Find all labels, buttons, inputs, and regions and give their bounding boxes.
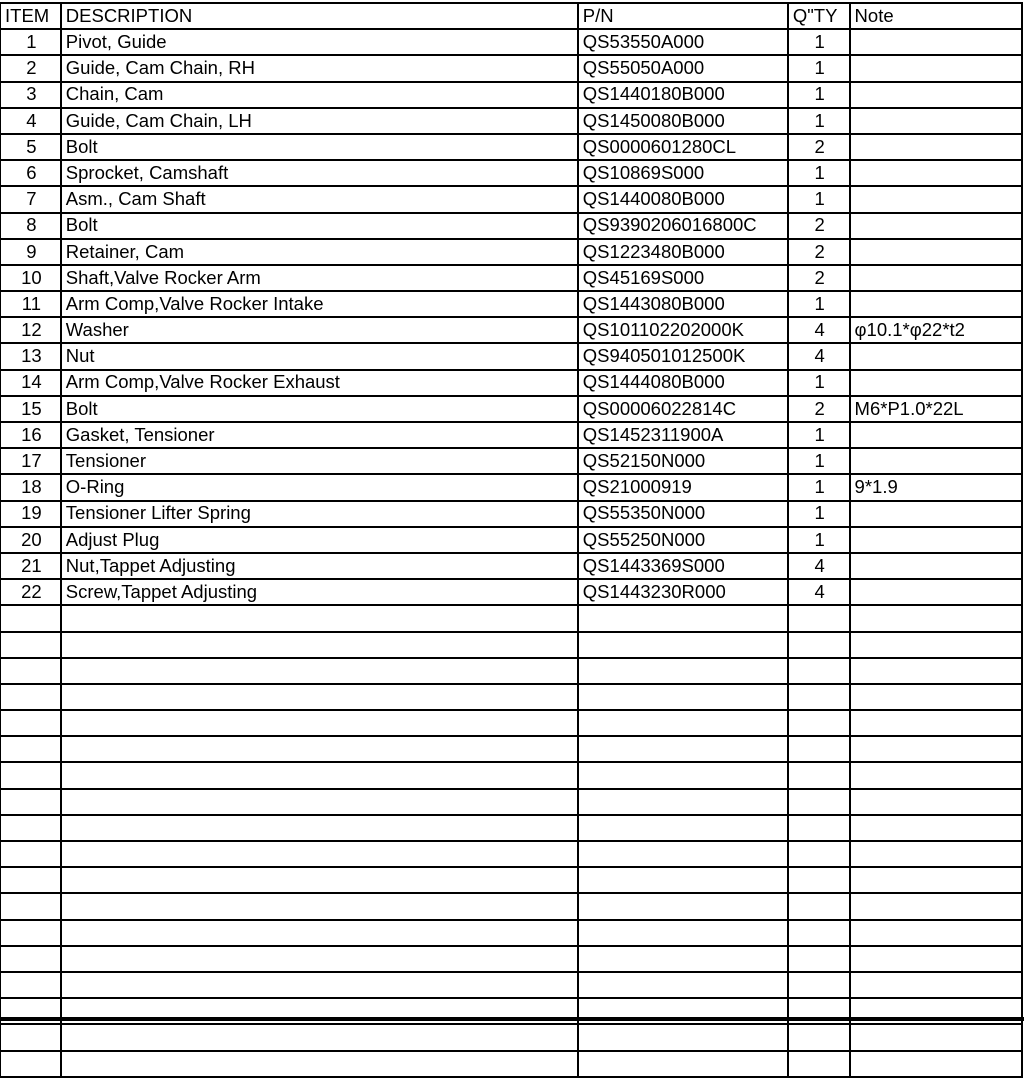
cell-qty [788,605,850,631]
cell-description [61,841,578,867]
parts-table [0,2,1023,1078]
cell-pn [578,632,788,658]
cell-description [61,972,578,998]
cell-note [850,343,1022,369]
cell-description: Retainer, Cam [61,239,578,265]
cell-item: 20 [0,527,61,553]
empty-row [0,762,1022,788]
header-row [0,3,1022,29]
column-header-item: ITEM [0,3,61,29]
cell-item [0,1024,61,1050]
cell-note: 9*1.9 [850,474,1022,500]
cell-qty [788,920,850,946]
cell-description [61,605,578,631]
cell-pn: QS1444080B000 [578,370,788,396]
cell-note [850,239,1022,265]
cell-note [850,946,1022,972]
column-header-pn: P/N [578,3,788,29]
table-row [0,343,1022,369]
cell-description: Adjust Plug [61,527,578,553]
cell-qty: 4 [788,579,850,605]
cell-item [0,946,61,972]
cell-qty [788,972,850,998]
cell-pn: QS1440080B000 [578,186,788,212]
table-row [0,108,1022,134]
column-header-note: Note [850,3,1022,29]
cell-description [61,789,578,815]
cell-item: 10 [0,265,61,291]
cell-description: Arm Comp,Valve Rocker Intake [61,291,578,317]
cell-item [0,658,61,684]
cell-qty: 1 [788,448,850,474]
cell-qty: 1 [788,422,850,448]
cell-qty: 1 [788,29,850,55]
cell-item: 16 [0,422,61,448]
empty-row [0,841,1022,867]
cell-note [850,789,1022,815]
cell-item: 7 [0,186,61,212]
cell-description: Sprocket, Camshaft [61,160,578,186]
table-row [0,160,1022,186]
cell-pn: QS1450080B000 [578,108,788,134]
cell-item: 9 [0,239,61,265]
cell-description [61,1051,578,1077]
cell-qty [788,684,850,710]
cell-pn [578,920,788,946]
cell-qty [788,789,850,815]
empty-row [0,789,1022,815]
table-row [0,239,1022,265]
cell-item: 2 [0,55,61,81]
cell-note [850,632,1022,658]
table-row [0,134,1022,160]
cell-qty [788,632,850,658]
cell-item: 18 [0,474,61,500]
cell-pn [578,605,788,631]
cell-pn: QS53550A000 [578,29,788,55]
cell-qty: 1 [788,186,850,212]
cell-description: Bolt [61,396,578,422]
column-header-qty: Q"TY [788,3,850,29]
cell-note [850,867,1022,893]
cell-item: 1 [0,29,61,55]
table-row [0,527,1022,553]
cell-note [850,29,1022,55]
cell-note [850,1051,1022,1077]
cell-pn [578,867,788,893]
cell-item: 3 [0,82,61,108]
cell-pn [578,893,788,919]
cell-qty: 2 [788,396,850,422]
cell-pn: QS1223480B000 [578,239,788,265]
cell-qty: 4 [788,317,850,343]
cell-pn [578,658,788,684]
cell-item [0,815,61,841]
table-row [0,29,1022,55]
cell-qty [788,946,850,972]
cell-description [61,658,578,684]
cell-qty: 2 [788,134,850,160]
cell-qty [788,1024,850,1050]
table-row [0,422,1022,448]
cell-qty: 1 [788,501,850,527]
cell-item: 4 [0,108,61,134]
cell-description: Bolt [61,213,578,239]
cell-pn: QS45169S000 [578,265,788,291]
empty-row [0,893,1022,919]
cell-description [61,946,578,972]
cell-note [850,736,1022,762]
empty-row [0,632,1022,658]
cell-note [850,265,1022,291]
cell-pn: QS101102202000K [578,317,788,343]
cell-pn [578,815,788,841]
cell-description: Guide, Cam Chain, RH [61,55,578,81]
cell-note [850,422,1022,448]
cell-note [850,527,1022,553]
cell-item [0,867,61,893]
cell-note [850,370,1022,396]
cell-pn [578,972,788,998]
cell-qty: 2 [788,239,850,265]
cell-note [850,213,1022,239]
table-row [0,501,1022,527]
table-row [0,553,1022,579]
cell-pn: QS1443369S000 [578,553,788,579]
cell-description: Asm., Cam Shaft [61,186,578,212]
cell-qty: 1 [788,474,850,500]
cell-item: 6 [0,160,61,186]
cell-item: 17 [0,448,61,474]
cell-note [850,1024,1022,1050]
cell-note: M6*P1.0*22L [850,396,1022,422]
empty-row [0,920,1022,946]
cell-qty [788,841,850,867]
table-row [0,82,1022,108]
footer-divider-line [0,1017,1024,1021]
cell-item [0,920,61,946]
table-row [0,186,1022,212]
cell-qty [788,1051,850,1077]
cell-item [0,684,61,710]
cell-description: Gasket, Tensioner [61,422,578,448]
cell-description: Nut [61,343,578,369]
cell-note [850,841,1022,867]
cell-description: Washer [61,317,578,343]
cell-note [850,684,1022,710]
cell-item [0,893,61,919]
cell-description [61,684,578,710]
cell-pn: QS1440180B000 [578,82,788,108]
cell-description [61,710,578,736]
table-row [0,317,1022,343]
empty-row [0,605,1022,631]
table-row [0,448,1022,474]
cell-item: 22 [0,579,61,605]
cell-note [850,186,1022,212]
cell-description: Chain, Cam [61,82,578,108]
cell-note [850,55,1022,81]
empty-row [0,815,1022,841]
cell-note [850,710,1022,736]
empty-row [0,736,1022,762]
cell-description [61,920,578,946]
cell-description [61,762,578,788]
cell-pn: QS940501012500K [578,343,788,369]
cell-qty [788,762,850,788]
cell-qty [788,867,850,893]
cell-item [0,1051,61,1077]
cell-note: φ10.1*φ22*t2 [850,317,1022,343]
cell-qty: 2 [788,265,850,291]
empty-row [0,684,1022,710]
empty-row [0,1024,1022,1050]
cell-note [850,605,1022,631]
table-row [0,579,1022,605]
cell-pn [578,710,788,736]
cell-description: Tensioner Lifter Spring [61,501,578,527]
cell-item: 13 [0,343,61,369]
cell-qty [788,658,850,684]
column-header-description: DESCRIPTION [61,3,578,29]
cell-note [850,920,1022,946]
cell-qty: 1 [788,291,850,317]
cell-note [850,553,1022,579]
cell-qty: 1 [788,370,850,396]
cell-item [0,710,61,736]
cell-description [61,736,578,762]
cell-pn: QS9390206016800C [578,213,788,239]
cell-note [850,658,1022,684]
cell-pn: QS55350N000 [578,501,788,527]
cell-pn: QS1443230R000 [578,579,788,605]
cell-qty: 4 [788,553,850,579]
cell-item: 15 [0,396,61,422]
cell-description: Bolt [61,134,578,160]
cell-pn: QS55050A000 [578,55,788,81]
cell-description: Shaft,Valve Rocker Arm [61,265,578,291]
cell-note [850,815,1022,841]
table-row [0,55,1022,81]
cell-pn: QS1443080B000 [578,291,788,317]
cell-pn: QS21000919 [578,474,788,500]
table-row [0,370,1022,396]
cell-qty [788,893,850,919]
cell-note [850,448,1022,474]
cell-item [0,632,61,658]
cell-pn [578,789,788,815]
cell-note [850,82,1022,108]
cell-note [850,160,1022,186]
cell-qty: 1 [788,55,850,81]
cell-description [61,1024,578,1050]
cell-qty: 1 [788,160,850,186]
cell-item: 19 [0,501,61,527]
cell-item: 5 [0,134,61,160]
cell-note [850,134,1022,160]
table-row [0,474,1022,500]
table-row [0,291,1022,317]
cell-pn: QS00006022814C [578,396,788,422]
cell-description [61,867,578,893]
cell-pn: QS0000601280CL [578,134,788,160]
cell-description: Nut,Tappet Adjusting [61,553,578,579]
cell-note [850,291,1022,317]
cell-description: Arm Comp,Valve Rocker Exhaust [61,370,578,396]
cell-description: Pivot, Guide [61,29,578,55]
cell-pn [578,762,788,788]
cell-pn [578,736,788,762]
cell-pn [578,841,788,867]
table-row [0,396,1022,422]
cell-qty: 4 [788,343,850,369]
cell-item: 12 [0,317,61,343]
table-row [0,265,1022,291]
cell-qty: 2 [788,213,850,239]
cell-item [0,762,61,788]
cell-item [0,736,61,762]
cell-qty [788,815,850,841]
cell-pn [578,1024,788,1050]
empty-row [0,1051,1022,1077]
table-row [0,213,1022,239]
cell-item [0,972,61,998]
cell-qty: 1 [788,527,850,553]
cell-note [850,762,1022,788]
empty-row [0,658,1022,684]
cell-item: 11 [0,291,61,317]
cell-pn: QS52150N000 [578,448,788,474]
cell-item [0,789,61,815]
cell-qty [788,736,850,762]
cell-description: Guide, Cam Chain, LH [61,108,578,134]
cell-item [0,841,61,867]
cell-qty: 1 [788,82,850,108]
cell-note [850,108,1022,134]
cell-note [850,893,1022,919]
cell-qty: 1 [788,108,850,134]
cell-pn: QS10869S000 [578,160,788,186]
cell-description: Tensioner [61,448,578,474]
empty-row [0,710,1022,736]
cell-item [0,605,61,631]
empty-row [0,972,1022,998]
cell-pn [578,946,788,972]
empty-row [0,867,1022,893]
cell-description: O-Ring [61,474,578,500]
cell-description [61,815,578,841]
cell-description [61,893,578,919]
cell-pn [578,684,788,710]
cell-note [850,972,1022,998]
cell-pn: QS55250N000 [578,527,788,553]
cell-item: 8 [0,213,61,239]
cell-description: Screw,Tappet Adjusting [61,579,578,605]
cell-note [850,501,1022,527]
cell-description [61,632,578,658]
cell-item: 14 [0,370,61,396]
cell-pn [578,1051,788,1077]
cell-pn: QS1452311900A [578,422,788,448]
cell-item: 21 [0,553,61,579]
cell-note [850,579,1022,605]
empty-row [0,946,1022,972]
cell-qty [788,710,850,736]
